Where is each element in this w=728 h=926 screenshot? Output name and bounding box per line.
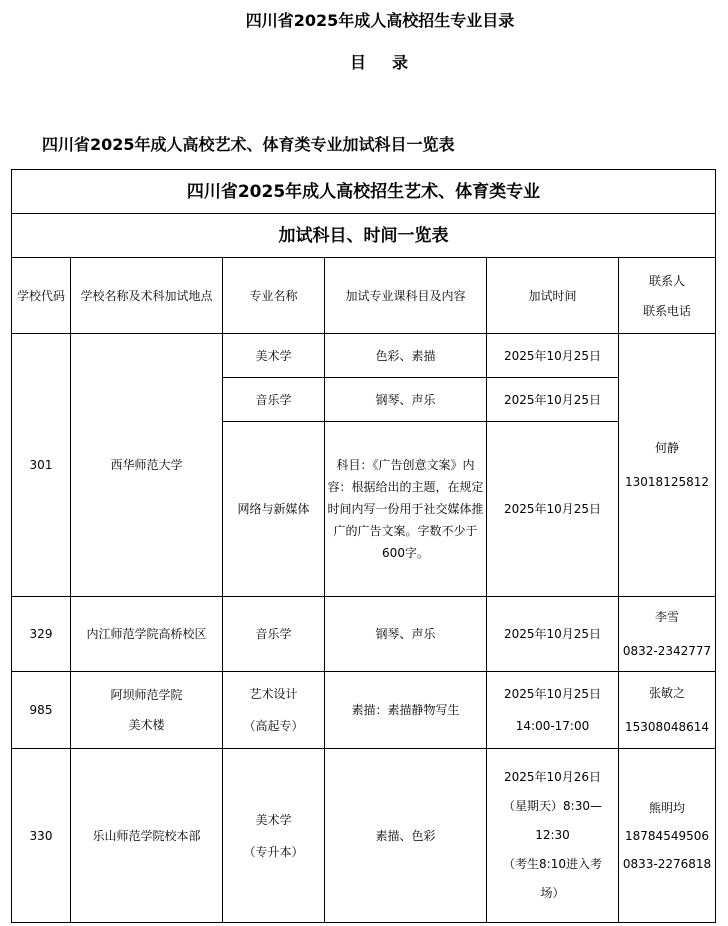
header-exam-time: 加试时间	[487, 258, 619, 334]
header-contact-phone: 联系电话	[643, 303, 692, 318]
exam-time-cell	[487, 422, 619, 597]
header-contact	[619, 258, 716, 334]
exam-time-cell	[487, 378, 619, 422]
subject-cell	[325, 334, 487, 378]
exam-time-cell-line: 2025年10月25日	[503, 687, 602, 701]
school-name-cell	[71, 749, 223, 923]
school-name-cell	[71, 334, 223, 597]
major-cell	[223, 422, 325, 597]
contact-cell	[619, 334, 716, 597]
major-cell-line: （高起专）	[243, 719, 304, 733]
contact-cell-line: 18784549506	[625, 828, 709, 843]
subject-cell-line: 钢琴、声乐	[375, 392, 436, 407]
exam-time-cell-line: 12:30	[535, 828, 570, 842]
school-code-cell: 330	[12, 749, 71, 923]
school-code-cell: 985	[12, 672, 71, 749]
subject-cell-line: 素描、色彩	[375, 828, 436, 843]
header-contact-person: 联系人	[649, 273, 686, 288]
subject-cell	[325, 422, 487, 597]
exam-schedule-table	[11, 169, 716, 923]
subject-cell	[325, 749, 487, 923]
exam-time-cell-line: 场）	[540, 886, 565, 900]
school-name-cell-line: 阿坝师范学院	[110, 688, 183, 702]
contact-cell	[619, 749, 716, 923]
subject-cell	[325, 672, 487, 749]
major-cell	[223, 334, 325, 378]
exam-time-cell	[487, 749, 619, 923]
table-title-line-2: 加试科目、时间一览表	[12, 214, 716, 258]
school-name-cell-line: 西华师范大学	[110, 458, 183, 472]
exam-time-cell-line: 2025年10月25日	[503, 627, 602, 641]
contact-cell-line: 15308048614	[625, 720, 709, 734]
school-name-cell-line: 内江师范学院高桥校区	[86, 627, 207, 641]
header-major: 专业名称	[223, 258, 325, 334]
table-row	[12, 597, 716, 672]
contact-cell-line: 何静	[655, 441, 680, 455]
major-cell-line: 美术学	[255, 812, 292, 827]
toc-heading-char-1: 目	[349, 53, 368, 72]
major-cell-line: 美术学	[255, 348, 292, 363]
major-cell-line: （专升本）	[243, 844, 304, 859]
exam-time-cell-line: 2025年10月25日	[503, 392, 602, 407]
school-name-cell	[71, 672, 223, 749]
table-row	[12, 672, 716, 749]
contact-cell	[619, 597, 716, 672]
school-name-cell-line: 乐山师范学院校本部	[92, 828, 201, 843]
section-title: 四川省2025年成人高校艺术、体育类专业加试科目一览表	[42, 135, 455, 154]
toc-heading	[0, 50, 728, 73]
major-cell	[223, 597, 325, 672]
school-code-cell: 329	[12, 597, 71, 672]
subject-cell-line: 素描：素描静物写生	[351, 703, 460, 717]
subject-cell-line: 科目：《广告创意文案》内容：根据给出的主题，在规定时间内写一份用于社交媒体推广的广告文案。字数不少于600字。	[327, 458, 484, 560]
subject-cell	[325, 378, 487, 422]
school-code-cell: 301	[12, 334, 71, 597]
exam-time-cell-line: （星期天）8:30—	[503, 799, 602, 813]
contact-cell-line: 13018125812	[625, 475, 709, 489]
contact-cell-line: 熊明均	[649, 800, 686, 815]
subject-cell-line: 钢琴、声乐	[375, 627, 436, 641]
table-header-row	[12, 258, 716, 334]
table-title-line-1: 四川省2025年成人高校招生艺术、体育类专业	[12, 170, 716, 214]
header-school-name: 学校名称及术科加试地点	[71, 258, 223, 334]
major-cell	[223, 378, 325, 422]
exam-time-cell-line: 2025年10月25日	[503, 502, 602, 516]
exam-time-cell-line: 14:00-17:00	[515, 719, 590, 733]
exam-time-cell	[487, 597, 619, 672]
exam-time-cell-line: （考生8:10进入考	[503, 857, 602, 871]
major-cell-line: 网络与新媒体	[237, 502, 310, 516]
major-cell	[223, 672, 325, 749]
contact-cell-line: 0833-2276818	[622, 856, 712, 871]
school-name-cell-line: 美术楼	[128, 718, 165, 732]
table-row	[12, 749, 716, 923]
major-cell-line: 艺术设计	[249, 687, 298, 701]
major-cell-line: 音乐学	[255, 627, 292, 641]
school-name-cell	[71, 597, 223, 672]
major-cell	[223, 749, 325, 923]
header-school-code: 学校代码	[12, 258, 71, 334]
table-row	[12, 334, 716, 378]
exam-time-cell	[487, 334, 619, 378]
exam-time-cell-line: 2025年10月26日	[503, 770, 602, 784]
contact-cell-line: 李雪	[655, 610, 680, 624]
exam-time-cell-line: 2025年10月25日	[503, 348, 602, 363]
toc-heading-char-2: 录	[392, 53, 411, 72]
subject-cell-line: 色彩、素描	[375, 348, 436, 363]
contact-cell	[619, 672, 716, 749]
document-title: 四川省2025年成人高校招生专业目录	[245, 11, 515, 30]
subject-cell	[325, 597, 487, 672]
contact-cell-line: 0832-2342777	[622, 644, 712, 658]
major-cell-line: 音乐学	[255, 392, 292, 407]
header-subject: 加试专业课科目及内容	[325, 258, 487, 334]
exam-time-cell	[487, 672, 619, 749]
contact-cell-line: 张敏之	[649, 686, 686, 700]
